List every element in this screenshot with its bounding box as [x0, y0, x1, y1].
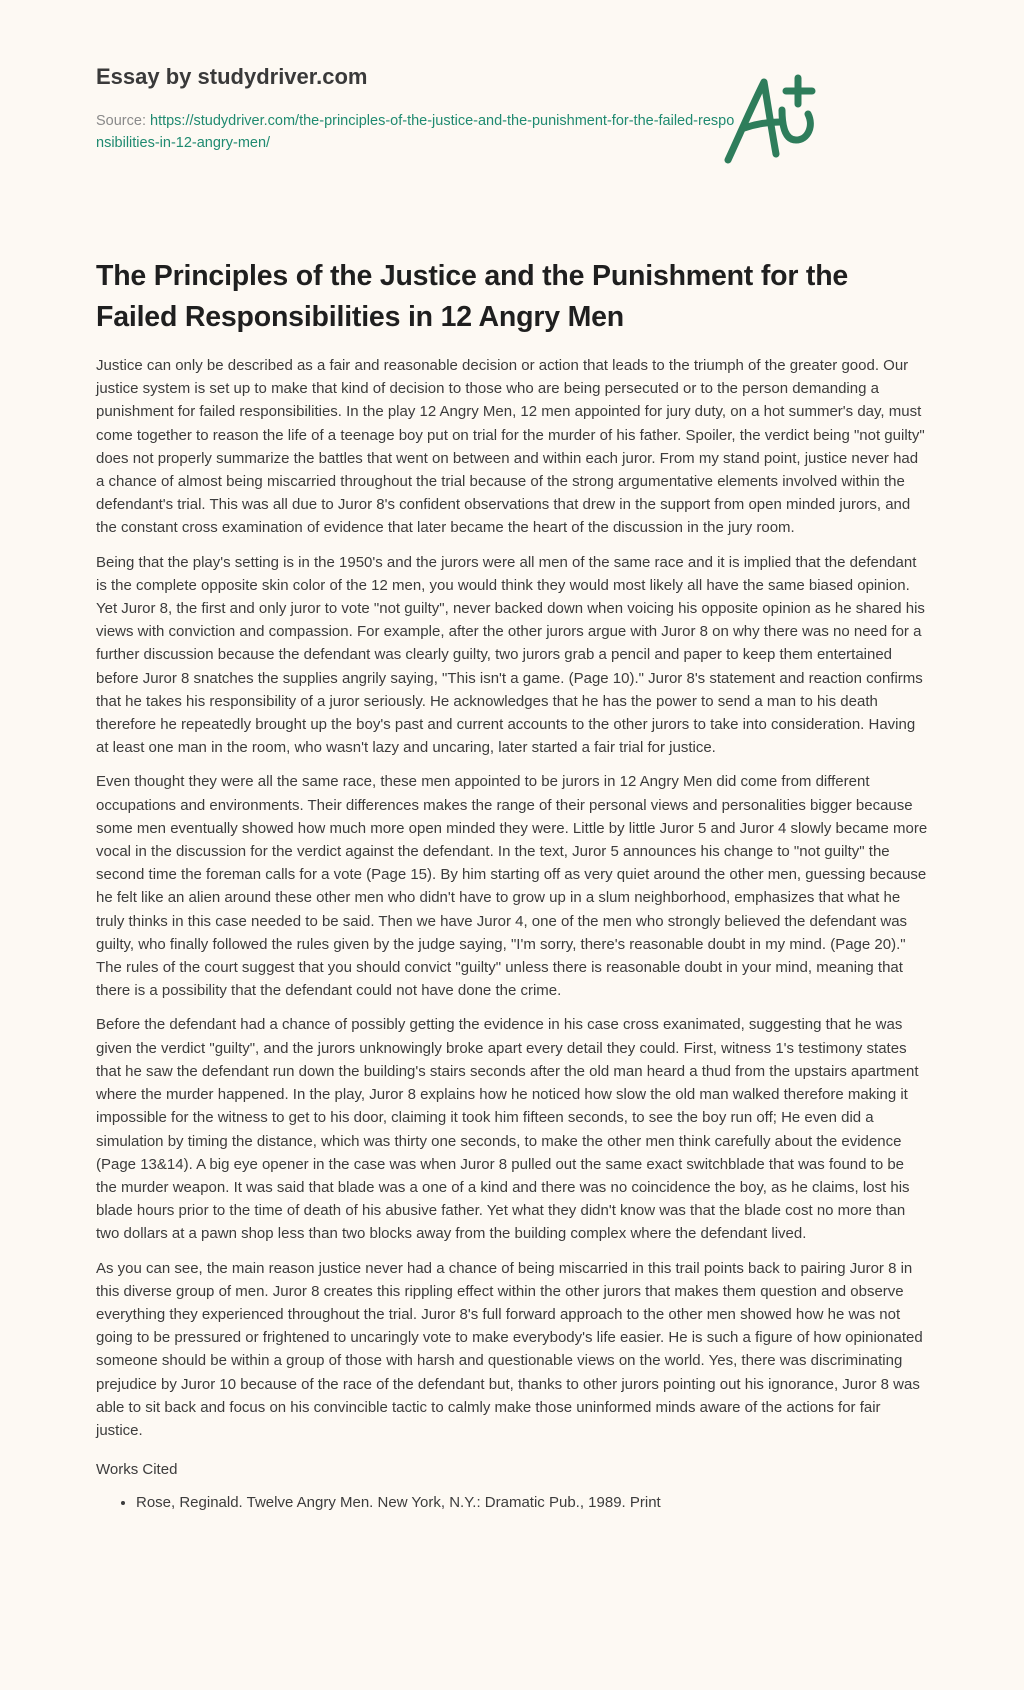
source-link[interactable]: https://studydriver.com/the-principles-of-the-justice-and-the-punishment-for-the-failed-responsibilities-in-12-angry-men/: [96, 113, 735, 151]
works-cited-heading: Works Cited: [96, 1461, 178, 1479]
a-plus-logo-icon: [722, 74, 824, 168]
brand-title: Essay by studydriver.com: [96, 64, 368, 89]
source-line: [96, 110, 736, 154]
essay-body: [96, 354, 928, 1442]
essay-paragraph: Before the defendant had a chance of possibly getting the evidence in his case cross exanimated, suggesting that he was given the verdict "guilty", and the jurors unknowingly broke apart every detail they could. First, witness 1's testimony states that he saw the defendant run down the building's stairs seconds after the old man heard a thud from the upstairs apartment where the murder happened. In the play, Juror 8 explains how he noticed how slow the old man walked therefore making it impossible for the witness to get to his door, claiming it took him fifteen seconds, to see the boy run off; He even did a simulation by timing the distance, which was thirty one seconds, to make the other men think carefully about the evidence (Page 13&14). A big eye opener in the case was when Juror 8 pulled out the same exact switchblade that was found to be the murder weapon. It was said that blade was a one of a kind and there was no coincidence the boy, as he claims, lost his blade hours prior to the time of death of his abusive father. Yet what they didn't know was that the blade cost no more than two dollars at a pawn shop less than two blocks away from the building complex where the defendant lived.: [96, 1016, 919, 1243]
essay-paragraph: Being that the play's setting is in the 1950's and the jurors were all men of the same race and it is implied that the defendant is the complete opposite skin color of the 12 men, you would think they would most likely all have the same biased opinion. Yet Juror 8, the first and only juror to vote "not guilty", never backed down when voicing his opposite opinion as he shared his views with conviction and compassion. For example, after the other jurors argue with Juror 8 on why there was no need for a further discussion because the defendant was clearly guilty, two jurors grab a pencil and paper to keep them entertained before Juror 8 snatches the supplies angrily saying, "This isn't a game. (Page 10)." Juror 8's statement and reaction confirms that he takes his responsibility of a juror seriously. He acknowledges that he has the power to send a man to his death therefore he repeatedly brought up the boy's past and current accounts to the other jurors to take into consideration. Having at least one man in the room, who wasn't lazy and uncaring, later started a fair trial for justice.: [96, 553, 925, 757]
essay-paragraph: Justice can only be described as a fair and reasonable decision or action that leads to the triumph of the greater good. Our justice system is set up to make that kind of decision to those who are being persecuted or to the person demanding a punishment for failed responsibilities. In the play 12 Angry Men, 12 men appointed for jury duty, on a hot summer's day, must come together to reason the life of a teenage boy put on trial for the murder of his father. Spoiler, the verdict being "not guilty" does not properly summarize the battles that went on between and within each juror. From my stand point, justice never had a chance of almost being miscarried throughout the trial because of the strong argumentative elements involved within the defendant's trial. This was all due to Juror 8's confident observations that drew in the support from open minded jurors, and the constant cross examination of evidence that later became the heart of the discussion in the jury room.: [96, 357, 925, 537]
citation-item: • Rose, Reginald. Twelve Angry Men. New York, N.Y.: Dramatic Pub., 1989. Print: [136, 1491, 928, 1514]
page-header: [96, 0, 928, 190]
essay-paragraph: Even thought they were all the same race, these men appointed to be jurors in 12 Angry Men did come from different occupations and environments. Their differences makes the range of their personal views and personalities bigger because some men eventually showed how much more open minded they were. Little by little Juror 5 and Juror 4 slowly became more vocal in the discussion for the verdict against the defendant. In the text, Juror 5 announces his change to "not guilty" the second time the foreman calls for a vote (Page 15). By him starting off as very quiet around the other men, guessing because he felt like an alien around these other men who didn't have to grow up in a slum neighborhood, emphasizes that what he truly thinks in this case needed to be said. Then we have Juror 4, one of the men who strongly believed the defendant was guilty, who finally followed the rules given by the judge saying, "I'm sorry, there's reasonable doubt in my mind. (Page 20)." The rules of the court suggest that you should convict "guilty" unless there is reasonable doubt in your mind, meaning that there is a possibility that the defendant could not have done the crime.: [96, 773, 928, 1000]
essay-title: The Principles of the Justice and the Punishment for the Failed Responsibilities in 12 Angry Men: [96, 260, 849, 333]
essay-paragraph: As you can see, the main reason justice never had a chance of being miscarried in this trail points back to pairing Juror 8 in this diverse group of men. Juror 8 creates this rippling effect within the other jurors that makes them question and observe everything they experienced throughout the trial. Juror 8's full forward approach to the other men showed how he was not going to be pressured or frightened to uncaringly vote to make everybody's life easier. He is such a figure of how opinionated someone should be within a group of those with harsh and questionable views on the world. Yes, there was discriminating prejudice by Juror 10 because of the race of the defendant but, thanks to other jurors pointing out his ignorance, Juror 8 was able to sit back and focus on his convincible tactic to calmly make those uninformed minds aware of the actions for fair justice.: [96, 1259, 923, 1439]
source-label: Source:: [96, 113, 150, 129]
citations-list: [96, 1491, 928, 1514]
